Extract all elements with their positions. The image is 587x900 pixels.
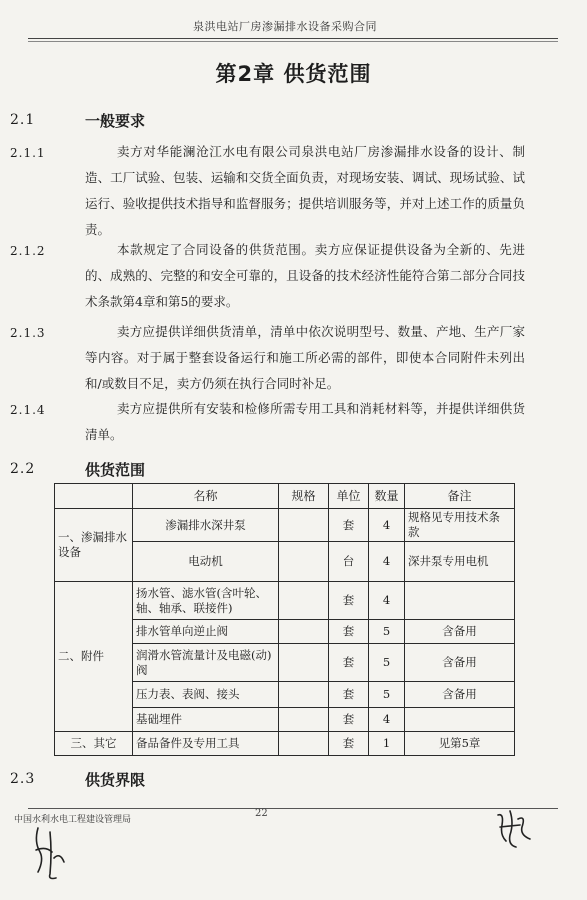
header-cell-unit: 单位 xyxy=(329,484,369,509)
footer-rule xyxy=(28,808,558,809)
cell-note: 含备用 xyxy=(405,644,515,682)
header-cell-note: 备注 xyxy=(405,484,515,509)
cell-name: 润滑水管流量计及电磁(动)阀 xyxy=(133,644,279,682)
cell-unit: 套 xyxy=(329,644,369,682)
cell-name: 电动机 xyxy=(133,542,279,582)
cell-unit: 套 xyxy=(329,708,369,732)
running-header: 泉洪电站厂房渗漏排水设备采购合同 xyxy=(193,20,377,33)
cell-spec xyxy=(279,708,329,732)
clause-number: 2.1.3 xyxy=(10,326,46,340)
section-number: 2.3 xyxy=(10,771,36,787)
header-rule-secondary xyxy=(28,41,558,42)
group-cell: 二、附件 xyxy=(55,582,133,732)
cell-note: 深井泵专用电机 xyxy=(405,542,515,582)
table-row xyxy=(55,509,515,542)
cell-spec xyxy=(279,682,329,708)
cell-name: 备品备件及专用工具 xyxy=(133,732,279,756)
cell-name: 基础埋件 xyxy=(133,708,279,732)
clause-number: 2.1.4 xyxy=(10,403,46,417)
cell-unit: 套 xyxy=(329,732,369,756)
cell-name: 渗漏排水深井泵 xyxy=(133,509,279,542)
table-row xyxy=(55,582,515,620)
cell-qty: 1 xyxy=(369,732,405,756)
header-cell-group xyxy=(55,484,133,509)
cell-name: 压力表、表阀、接头 xyxy=(133,682,279,708)
cell-unit: 套 xyxy=(329,509,369,542)
cell-qty: 4 xyxy=(369,582,405,620)
cell-spec xyxy=(279,509,329,542)
clause-text: 卖方对华能澜沧江水电有限公司泉洪电站厂房渗漏排水设备的设计、制造、工厂试验、包装、运输和交货全面负责，对现场安装、调试、现场试验、试运行、验收提供技术指导和监督服务；提供培训服务等，并对上述工作的质量负责。 xyxy=(85,144,525,237)
cell-unit: 套 xyxy=(329,682,369,708)
cell-spec xyxy=(279,542,329,582)
cell-qty: 4 xyxy=(369,509,405,542)
cell-qty: 5 xyxy=(369,620,405,644)
clause-text: 卖方应提供所有安装和检修所需专用工具和消耗材料等，并提供详细供货清单。 xyxy=(85,401,525,442)
header-cell-name: 名称 xyxy=(133,484,279,509)
cell-unit: 台 xyxy=(329,542,369,582)
section-title: 一般要求 xyxy=(85,112,146,130)
clause-text: 卖方应提供详细供货清单，清单中依次说明型号、数量、产地、生产厂家等内容。对于属于整套设备运行和施工所必需的部件，即使本合同附件未列出和/或数目不足，卖方仍须在执行合同时补足。 xyxy=(85,324,525,391)
section-title: 供货界限 xyxy=(85,771,146,789)
cell-spec xyxy=(279,620,329,644)
cell-note: 含备用 xyxy=(405,682,515,708)
page-number: 22 xyxy=(255,808,268,819)
cell-note: 规格见专用技术条款 xyxy=(405,509,515,542)
cell-qty: 5 xyxy=(369,682,405,708)
cell-qty: 4 xyxy=(369,542,405,582)
handwritten-signature-left xyxy=(30,822,70,884)
cell-unit: 套 xyxy=(329,620,369,644)
cell-qty: 4 xyxy=(369,708,405,732)
clause-text: 本款规定了合同设备的供货范围。卖方应保证提供设备为全新的、先进的、成熟的、完整的和安全可靠的，且设备的技术经济性能符合第二部分合同技术条款第4章和第5的要求。 xyxy=(85,242,525,309)
table-header-row xyxy=(55,484,515,509)
header-cell-spec: 规格 xyxy=(279,484,329,509)
cell-note xyxy=(405,582,515,620)
clause-number: 2.1.2 xyxy=(10,244,46,258)
cell-qty: 5 xyxy=(369,644,405,682)
cell-spec xyxy=(279,732,329,756)
cell-note: 见第5章 xyxy=(405,732,515,756)
cell-note xyxy=(405,708,515,732)
group-cell: 三、其它 xyxy=(55,732,133,756)
table-row xyxy=(55,732,515,756)
cell-spec xyxy=(279,644,329,682)
chapter-title: 第2章 供货范围 xyxy=(215,62,372,86)
header-rule xyxy=(28,38,558,39)
header-cell-qty: 数量 xyxy=(369,484,405,509)
supply-scope-table xyxy=(54,483,515,756)
footer-organization: 中国水利水电工程建设管理局 xyxy=(14,815,132,825)
cell-unit: 套 xyxy=(329,582,369,620)
group-cell: 一、渗漏排水设备 xyxy=(55,509,133,582)
cell-name: 扬水管、滤水管(含叶轮、轴、轴承、联接件) xyxy=(133,582,279,620)
section-number: 2.2 xyxy=(10,461,36,477)
section-number: 2.1 xyxy=(10,112,36,128)
cell-note: 含备用 xyxy=(405,620,515,644)
handwritten-signature-right xyxy=(492,805,542,853)
cell-spec xyxy=(279,582,329,620)
cell-name: 排水管单向逆止阀 xyxy=(133,620,279,644)
section-title: 供货范围 xyxy=(85,461,146,479)
clause-number: 2.1.1 xyxy=(10,146,46,160)
